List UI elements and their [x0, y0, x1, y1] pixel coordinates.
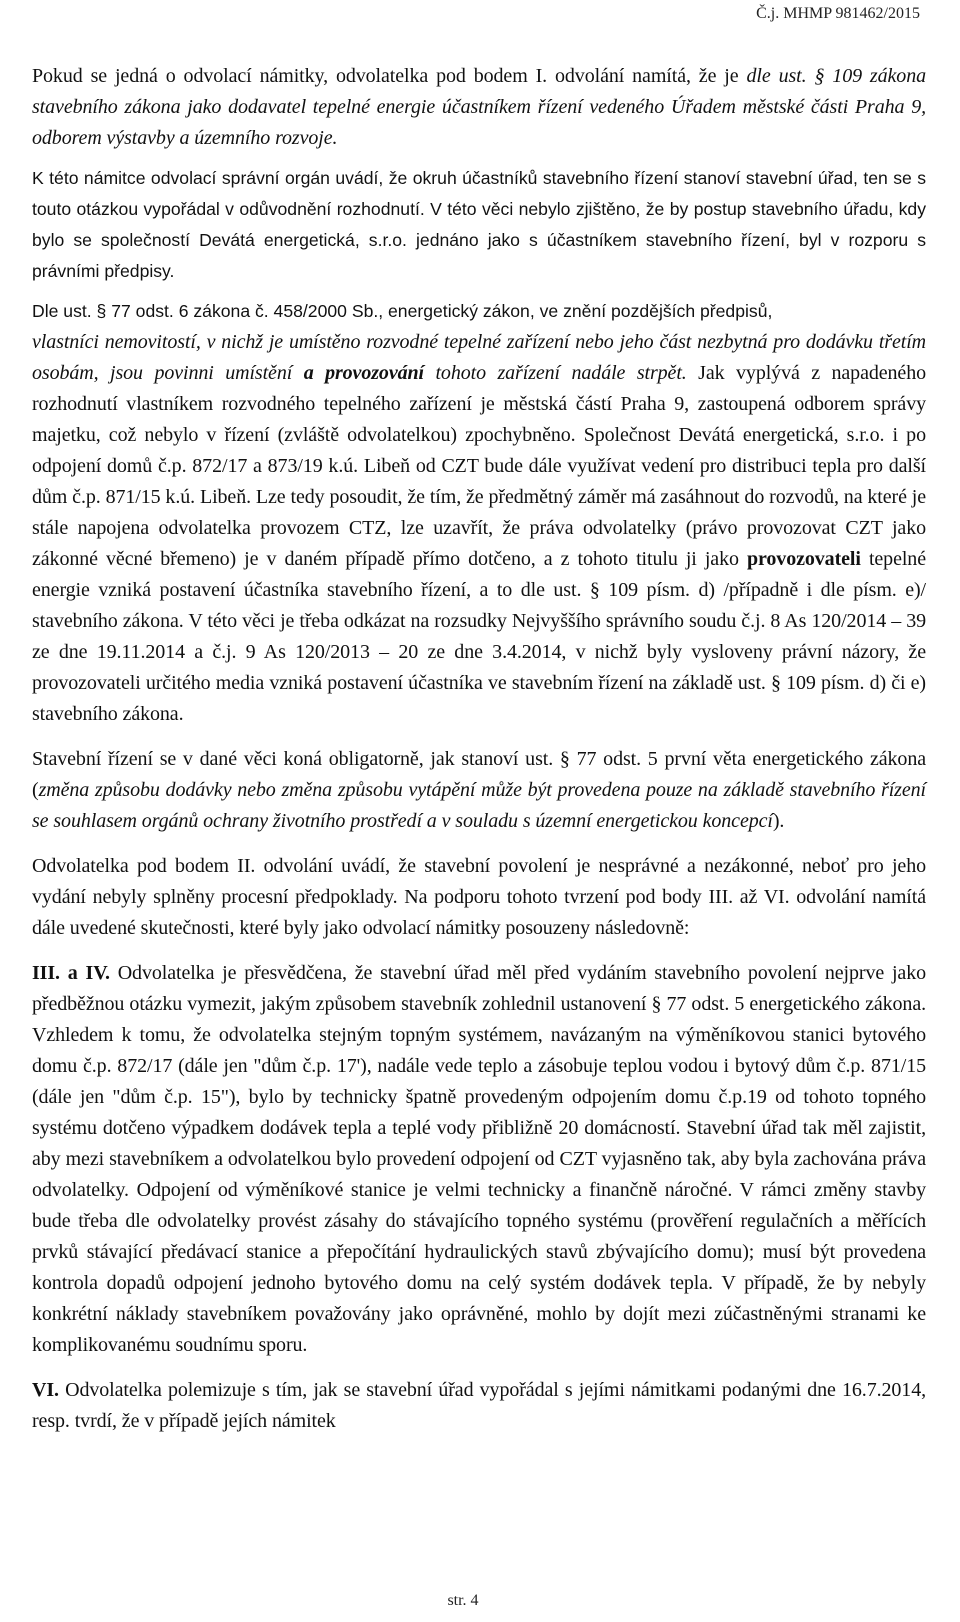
paragraph-lead: Dle ust. § 77 odst. 6 zákona č. 458/2000 Sb. [32, 301, 379, 321]
document-body [32, 61, 926, 1437]
document-reference: Č.j. MHMP 981462/2015 [756, 5, 920, 22]
paragraph-energy-act [32, 296, 926, 327]
section-label: VI. [32, 1379, 59, 1401]
paragraph-text: Jak vyplývá z napadeného rozhodnutí vlastníkem rozvodného tepelného zařízení je městská částí Praha 9, zastoupená odborem správy majetku, což nebylo v řízení (zvláště odvolatelkou) zpochybněno. Společnost Devátá energetická, s.r.o. i po odpojení domů č.p. 872/17 a 873/19 k.ú. Libeň od CZT bude dále využívat vedení pro distribuci tepla pro další dům č.p. 871/15 k.ú. Libeň. Lze tedy posoudit, že tím, že předmětný záměr má zasáhnout do rozvodů, na které je stále napojena odvolatelka provozem CTZ, lze uzavřít, že práva odvolatelky (právo provozovat CZT jako zákonné věcné břemeno) je v daném případě přímo dotčeno, a z tohoto titulu ji jako [32, 362, 927, 570]
italic-quote: tohoto zařízení nadále strpět. [423, 362, 687, 384]
italic-quote: změna způsobu dodávky nebo změna způsobu vytápění může být provedena pouze na základě stavebního řízení se souhlasem orgánů ochrany životního prostředí a v souladu s územní energetickou koncepcí [32, 779, 926, 832]
paragraph-text: K této námitce odvolací správní orgán uvádí, že okruh účastníků stavebního řízení stanoví stavební úřad, ten se s touto otázkou vypořádal v odůvodnění rozhodnutí. V této věci nebylo zjištěno, že by postup stavebního úřadu, kdy bylo se společností Devátá energetická, s.r.o. jednáno jako s účastníkem stavebního řízení, byl v rozporu s právními předpisy. [32, 168, 926, 281]
italic-text: dle ust. § 109 zákona stavebního zákona jako dodavatel tepelné energie účastníkem řízení vedeného Úřadem městské části Praha 9, odborem výstavby a územního rozvoje. [32, 65, 926, 149]
paragraph-obligatory-proceeding [32, 744, 926, 837]
paragraph-energy-act-continued [32, 327, 926, 730]
paragraph-text: tepelné energie vzniká postavení účastníka stavebního řízení, a to dle ust. § 109 písm. d) /případně i dle písm. e)/ stavebního zákona. V této věci je třeba odkázat na rozsudky Nejvyššího správního soudu č.j. 8 As 120/2014 – 39 ze dne 19.11.2014 a č.j. 9 As 120/2013 – 20 ze dne 3.4.2014, v nichž byly vysloveny právní názory, že provozovateli určitého media vzniká postavení účastníka ve stavebním řízení na základě ust. § 109 písm. d) či e) stavebního zákona. [32, 548, 926, 725]
paragraph-text: Odvolatelka polemizuje s tím, jak se stavební úřad vypořádal s jejími námitkami podanými dne 16.7.2014, resp. tvrdí, že v případě jejích námitek [32, 1379, 926, 1432]
section-label: III. a IV. [32, 962, 110, 984]
italic-quote: vlastníci nemovitostí, v nichž je umístěno rozvodné tepelné zařízení nebo jeho část nezbytná pro dodávku třetím osobám, jsou povinni umístění [32, 331, 926, 384]
paragraph-appeal-point-i [32, 61, 926, 154]
paragraph-text: Pokud se jedná o odvolací námitky, odvolatelka pod bodem I. odvolání namítá, že je [32, 65, 739, 87]
paragraph-text: ). [772, 810, 785, 832]
paragraph-appeal-point-ii [32, 851, 926, 944]
bold-italic-text: a provozování [303, 362, 424, 384]
paragraph-text: Stavební řízení se v dané věci koná obligatorně, jak stanoví ust. § 77 odst. 5 první věta energetického zákona ( [32, 748, 926, 801]
bold-text: provozovateli [746, 548, 861, 570]
paragraph-text: Odvolatelka pod bodem II. odvolání uvádí, že stavební povolení je nesprávné a nezákonné, neboť pro jeho vydání nebyly splněny procesní předpoklady. Na podporu tohoto tvrzení pod body III. až VI. odvolání namítá dále uvedené skutečnosti, které byly jako odvolací námitky posouzeny následovně: [32, 855, 926, 939]
paragraph-point-vi [32, 1375, 926, 1437]
paragraph-text: Odvolatelka je přesvědčena, že stavební úřad měl před vydáním stavebního povolení nejprve jako předběžnou otázku vymezit, jakým způsobem stavebník zohlednil ustanovení § 77 odst. 5 energetického zákona. Vzhledem k tomu, že odvolatelka stejným topným systémem, navázaným na výměníkovou stanici bytového domu č.p. 872/17 (dále jen "dům č.p. 17'), nadále vede teplo a zásobuje teplou vodou i bytový dům č.p. 871/15 (dále jen "dům č.p. 15"), bylo by technicky špatně provedeným odpojením domu č.p.19 od tohoto topného systému dotčeno výpadkem dodávek tepla a teplé vody přibližně 20 domácností. Stavební úřad tak měl zajistit, aby mezi stavebníkem a odvolatelkou bylo provedení odpojení od CZT vyjasněno tak, aby byla zachována práva odvolatelky. Odpojení od výměníkové stanice je velmi technicky a finančně náročné. V rámci změny stavby bude třeba dle odvolatelky provést zásahy do stávajícího topného systému (prověření regulačních a měřících prvků stávající předávací stanice a přepočítání hydraulických stavů zbývajícího domu); musí být provedena kontrola dopadů odpojení jednoho bytového domu na celý systém dodávek tepla. V případě, že by nebyly konkrétní náklady stavebníkem považovány jako oprávněné, mohlo by dojít mezi zúčastněnými stranami ke komplikovanému soudnímu sporu. [32, 962, 927, 1356]
paragraph-points-iii-iv [32, 958, 926, 1361]
page-number: str. 4 [447, 1592, 479, 1609]
paragraph-text: , energetický zákon, ve znění pozdějších předpisů, [378, 301, 773, 321]
paragraph-authority-response [32, 163, 926, 287]
